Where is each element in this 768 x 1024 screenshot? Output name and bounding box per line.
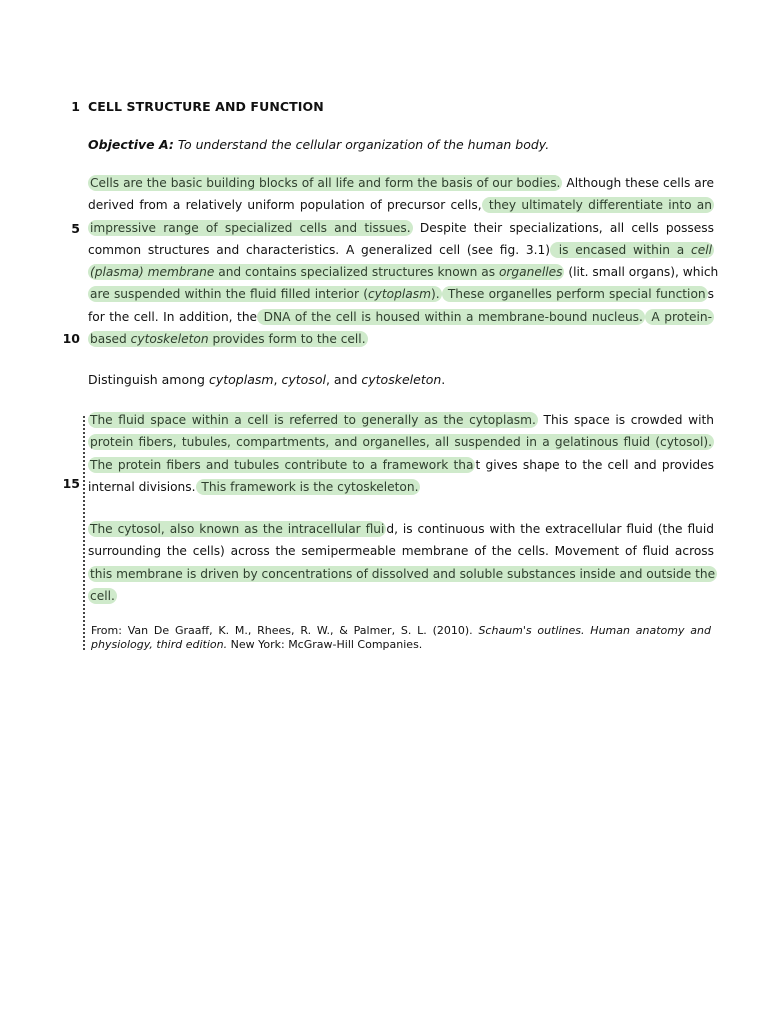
line-number-15: 15 [62, 476, 80, 491]
text-line: common structures and characteristics. A generalized cell (see fig. 3.1) is encased within a cell [88, 242, 712, 257]
highlight: (plasma) membrane and contains specialized structures known as organelles [90, 265, 563, 280]
highlight: this membrane is driven by concentrations of dissolved and soluble substances inside and outside the [90, 566, 716, 581]
highlight: The protein fibers and tubules contribute to a framework tha [90, 457, 474, 472]
distinguish-prompt: Distinguish among cytoplasm, cytosol, and cytoskeleton. [88, 372, 446, 387]
text-line: surrounding the cells) across the semipermeable membrane of the cells. Movement of fluid across [88, 544, 714, 559]
text-line: derived from a relatively uniform population of precursor cells, they ultimately differentiate into an [88, 198, 712, 213]
text-line [88, 431, 714, 453]
highlight: The cytosol, also known as the intracellular flui [90, 522, 385, 536]
highlight: based cytoskeleton provides form to the cell. [90, 332, 366, 347]
highlight: The fluid space within a cell is referred to generally as the cytoplasm. [90, 413, 536, 427]
objective [88, 137, 549, 152]
paragraph-cytoplasm [88, 409, 714, 498]
objective-label: Objective A: [88, 137, 174, 152]
text-line: impressive range of specialized cells and tissues. Despite their specializations, all cells possess [90, 220, 714, 235]
text-line [88, 328, 714, 350]
text-line: for the cell. In addition, the DNA of the cell is housed within a membrane-bound nucleus. A protein- [88, 309, 712, 324]
highlight: impressive range of specialized cells and tissues. [90, 220, 411, 235]
highlight: This framework is the cytoskeleton. [197, 479, 419, 494]
text-line: The cytosol, also known as the intracellular flui d, is continuous with the extracellular fluid (the fluid [90, 522, 714, 536]
citation: From: Van De Graaff, K. M., Rhees, R. W., & Palmer, S. L. (2010). Schaum's outlines. Human anatomy and physiology, third edition. New York: McGraw-Hill Companies. [91, 624, 711, 651]
text-line [88, 585, 714, 607]
line-number-5: 5 [71, 221, 80, 236]
paragraph-cytosol [88, 518, 714, 607]
line-number-10: 10 [62, 331, 80, 346]
text-line: The fluid space within a cell is referred to generally as the cytoplasm. This space is crowded with [90, 413, 714, 427]
text-line: are suspended within the fluid filled interior (cytoplasm). These organelles perform special function s [90, 287, 714, 302]
highlight: DNA of the cell is housed within a membrane-bound nucleus. [259, 309, 643, 324]
highlight: These organelles perform special function [443, 287, 706, 302]
highlight: they ultimately differentiate into an [483, 198, 712, 213]
text-line: internal divisions. This framework is the cytoskeleton. [88, 479, 419, 494]
highlight: protein fibers, tubules, compartments, and organelles, all suspended in a gelatinous fluid (cytosol). [90, 435, 712, 450]
highlight: A protein- [646, 309, 712, 324]
section-heading: CELL STRUCTURE AND FUNCTION [88, 99, 324, 114]
dotted-margin-rule [83, 416, 85, 650]
paragraph-cells [88, 172, 719, 350]
line-number-1: 1 [71, 99, 80, 114]
objective-text: To understand the cellular organization of the human body. [173, 137, 550, 152]
text-line [88, 563, 714, 585]
highlight: are suspended within the fluid filled interior (cytoplasm). [90, 287, 440, 302]
text-line: The protein fibers and tubules contribute to a framework tha t gives shape to the cell and provides [90, 457, 714, 472]
highlight: is encased within a cell [551, 242, 712, 257]
highlight: cell. [90, 588, 115, 603]
highlight: Cells are the basic building blocks of all life and form the basis of our bodies. [90, 176, 561, 190]
text-line: Cells are the basic building blocks of all life and form the basis of our bodies. Although these cells are [90, 176, 714, 190]
text-line: (plasma) membrane and contains specialized structures known as organelles (lit. small organs), which [90, 265, 719, 280]
